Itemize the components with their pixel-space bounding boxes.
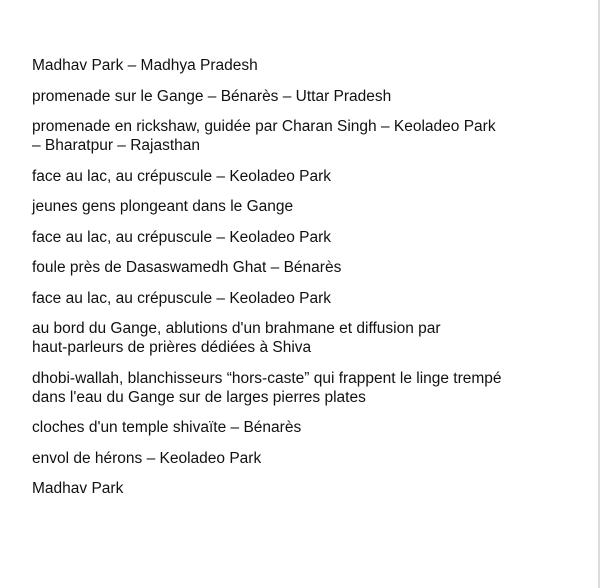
track-11-line-1: cloches d'un temple shivaïte – Bénarès — [32, 419, 302, 436]
track-10-line-2: dans l'eau du Gange sur de larges pierres plates — [32, 388, 366, 406]
track-2-line-1: promenade sur le Gange – Bénarès – Uttar Pradesh — [32, 87, 392, 105]
track-9-line-1: au bord du Gange, ablutions d'un brahmane et diffusion par — [32, 320, 441, 337]
track-item-1 — [32, 56, 577, 75]
track-item-13 — [32, 479, 577, 498]
track-item-10 — [32, 369, 577, 407]
track-item-12 — [32, 449, 577, 468]
track-item-5 — [32, 197, 577, 216]
track-7-line-1: foule près de Dasaswamedh Ghat – Bénarès — [32, 259, 342, 276]
track-5-line-1: jeunes gens plongeant dans le Gange — [32, 198, 294, 215]
track-13-line-1: Madhav Park — [32, 480, 124, 497]
track-4-line-1: face au lac, au crépuscule – Keoladeo Park — [32, 167, 331, 185]
track-12-line-1: envol de hérons – Keoladeo Park — [32, 449, 262, 467]
track-item-6 — [32, 228, 577, 247]
track-item-7 — [32, 258, 577, 277]
track-3-line-2: – Bharatpur – Rajasthan — [32, 137, 201, 154]
track-item-3 — [32, 117, 577, 155]
track-list — [32, 56, 577, 510]
track-3-line-1: promenade en rickshaw, guidée par Charan Singh – Keoladeo Park — [32, 118, 496, 135]
track-10-line-1: dhobi-wallah, blanchisseurs “hors-caste” qui frappent le linge trempé — [32, 369, 502, 387]
track-item-2 — [32, 87, 577, 106]
track-item-9 — [32, 319, 577, 357]
track-item-11 — [32, 418, 577, 437]
track-item-8 — [32, 289, 577, 308]
track-8-line-1: face au lac, au crépuscule – Keoladeo Park — [32, 289, 331, 307]
track-1-line-1: Madhav Park – Madhya Pradesh — [32, 57, 258, 74]
track-item-4 — [32, 167, 577, 186]
track-6-line-1: face au lac, au crépuscule – Keoladeo Park — [32, 228, 331, 246]
track-9-line-2: haut-parleurs de prières dédiées à Shiva — [32, 339, 312, 356]
